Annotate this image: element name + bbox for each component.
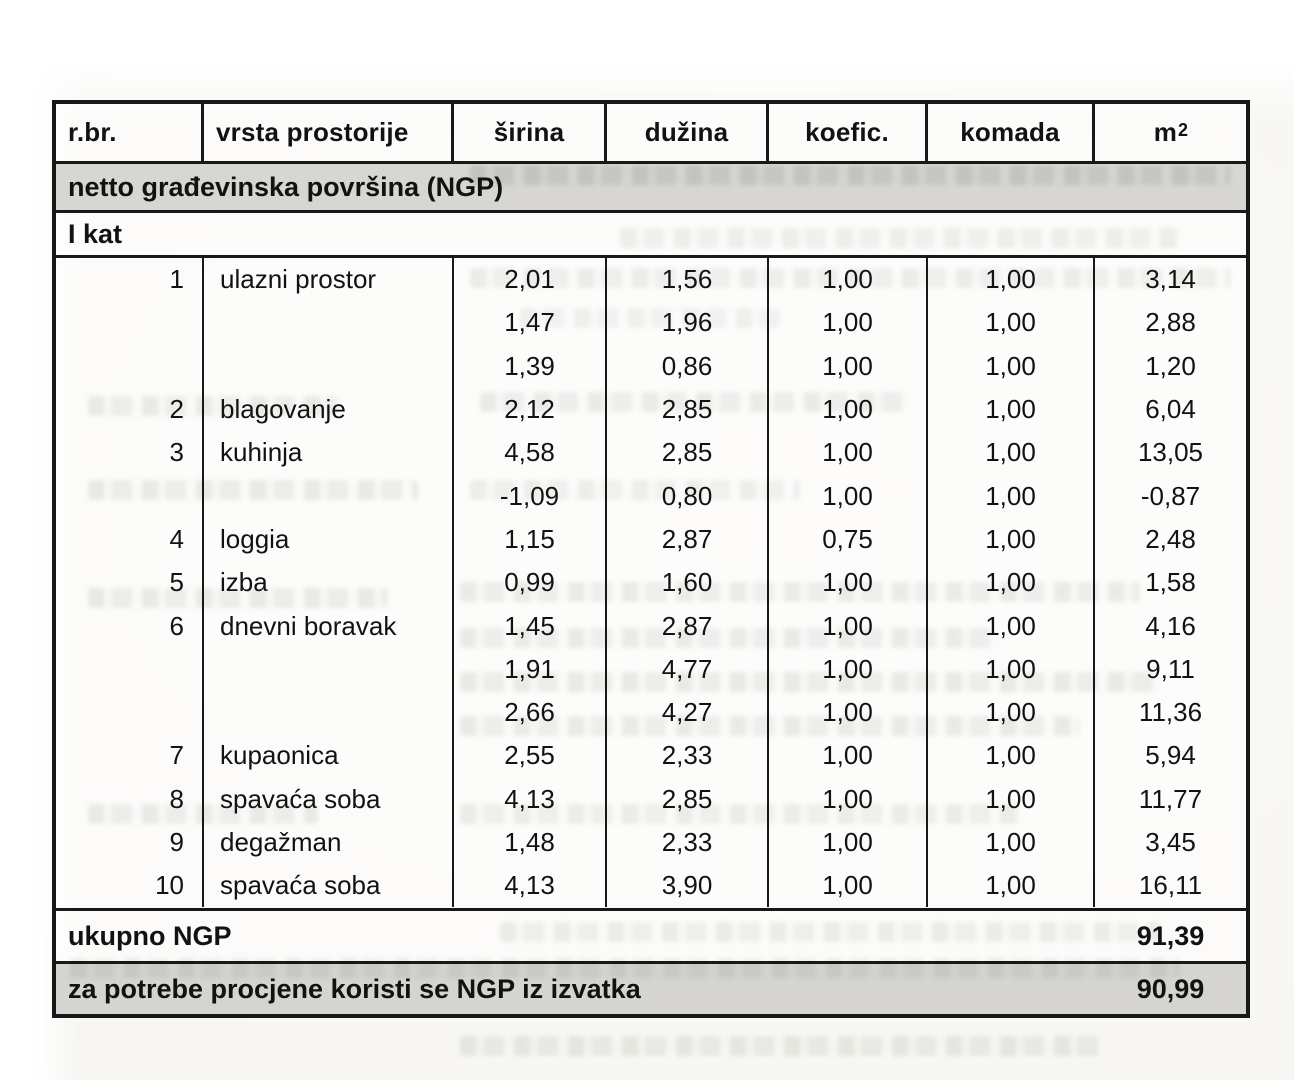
coefficient-cell: 1,00 — [769, 345, 928, 388]
coefficient-cell: 0,75 — [769, 518, 928, 561]
column-header-m2 — [1095, 104, 1246, 161]
row-number-cell — [56, 691, 204, 734]
section-header-floor-label: I kat — [68, 218, 123, 249]
room-name-cell — [204, 301, 454, 344]
coefficient-cell: 1,00 — [769, 301, 928, 344]
length-cell: 0,80 — [607, 474, 769, 517]
length-cell: 4,77 — [607, 648, 769, 691]
coefficient-cell: 1,00 — [769, 821, 928, 864]
coefficient-cell: 1,00 — [769, 388, 928, 431]
count-cell: 1,00 — [928, 258, 1095, 301]
row-number-cell: 7 — [56, 734, 204, 777]
length-cell: 2,33 — [607, 734, 769, 777]
count-cell: 1,00 — [928, 648, 1095, 691]
count-cell: 1,00 — [928, 864, 1095, 907]
coefficient-cell: 1,00 — [769, 561, 928, 604]
count-cell: 1,00 — [928, 388, 1095, 431]
total-row-ngp-izvadak — [56, 964, 1246, 1014]
column-header-vrsta: vrsta prostorije — [204, 104, 454, 161]
area-cell: 2,88 — [1145, 307, 1196, 338]
area-cell: 2,48 — [1145, 523, 1196, 554]
area-cell: 16,11 — [1138, 870, 1203, 901]
count-cell: 1,00 — [928, 778, 1095, 821]
coefficient-cell: 1,00 — [769, 734, 928, 777]
width-cell: 2,01 — [454, 258, 607, 301]
row-number-cell: 2 — [56, 388, 204, 431]
width-cell: 1,91 — [454, 648, 607, 691]
area-cell: 5,94 — [1145, 740, 1196, 771]
column-header-koefic: koefic. — [769, 104, 928, 161]
count-cell: 1,00 — [928, 518, 1095, 561]
row-number-cell: 5 — [56, 561, 204, 604]
width-cell: 1,15 — [454, 518, 607, 561]
column-header-komada: komada — [928, 104, 1095, 161]
room-name-cell: spavaća soba — [204, 864, 454, 907]
count-cell: 1,00 — [928, 821, 1095, 864]
area-cell: -0,87 — [1140, 480, 1201, 511]
length-cell: 1,56 — [607, 258, 769, 301]
total-label: za potrebe procjene koristi se NGP iz izvatka — [68, 973, 641, 1004]
row-number-cell: 1 — [56, 258, 204, 301]
length-cell: 4,27 — [607, 691, 769, 734]
room-name-cell — [204, 648, 454, 691]
area-cell: 6,04 — [1145, 394, 1196, 425]
area-cell: 11,77 — [1138, 783, 1203, 814]
length-cell: 2,87 — [607, 604, 769, 647]
length-cell: 1,96 — [607, 301, 769, 344]
count-cell: 1,00 — [928, 561, 1095, 604]
room-name-cell: kuhinja — [204, 431, 454, 474]
column-header-rbr: r.br. — [56, 104, 204, 161]
area-cell: 9,11 — [1146, 653, 1195, 684]
length-cell: 2,85 — [607, 388, 769, 431]
width-cell: 1,39 — [454, 345, 607, 388]
length-cell: 0,86 — [607, 345, 769, 388]
bleed-through-artifact — [460, 1036, 1100, 1056]
area-cell: 3,45 — [1145, 827, 1196, 857]
length-cell: 1,60 — [607, 561, 769, 604]
count-cell: 1,00 — [928, 734, 1095, 777]
row-number-cell: 6 — [56, 604, 204, 647]
row-number-cell — [56, 474, 204, 517]
length-cell: 2,33 — [607, 821, 769, 864]
row-number-cell — [56, 345, 204, 388]
length-cell: 2,85 — [607, 778, 769, 821]
area-cell: 13,05 — [1137, 437, 1204, 468]
coefficient-cell: 1,00 — [769, 778, 928, 821]
count-cell: 1,00 — [928, 604, 1095, 647]
room-name-cell: izba — [204, 561, 454, 604]
row-number-cell — [56, 301, 204, 344]
count-cell: 1,00 — [928, 431, 1095, 474]
width-cell: -1,09 — [454, 474, 607, 517]
width-cell: 4,58 — [454, 431, 607, 474]
room-name-cell: ulazni prostor — [204, 258, 454, 301]
coefficient-cell: 1,00 — [769, 604, 928, 647]
count-cell: 1,00 — [928, 345, 1095, 388]
area-cell: 1,20 — [1145, 350, 1196, 381]
room-name-cell: blagovanje — [204, 388, 454, 431]
m2-superscript: 2 — [1178, 120, 1189, 140]
row-number-cell: 4 — [56, 518, 204, 561]
column-header-duzina: dužina — [607, 104, 769, 161]
room-name-cell: dnevni boravak — [204, 604, 454, 647]
total-value: 90,99 — [1136, 973, 1205, 1004]
row-number-cell: 10 — [56, 864, 204, 907]
m2-base: m — [1153, 117, 1178, 147]
room-name-cell: loggia — [204, 518, 454, 561]
total-label: ukupno NGP — [68, 920, 232, 951]
table-body — [56, 258, 1246, 911]
coefficient-cell: 1,00 — [769, 258, 928, 301]
count-cell: 1,00 — [928, 474, 1095, 517]
coefficient-cell: 1,00 — [769, 864, 928, 907]
table-header-row — [56, 104, 1246, 164]
area-cell: 4,16 — [1145, 610, 1196, 641]
width-cell: 2,66 — [454, 691, 607, 734]
row-number-cell: 8 — [56, 778, 204, 821]
coefficient-cell: 1,00 — [769, 648, 928, 691]
row-number-cell: 3 — [56, 431, 204, 474]
room-name-cell — [204, 691, 454, 734]
coefficient-cell: 1,00 — [769, 691, 928, 734]
width-cell: 0,99 — [454, 561, 607, 604]
area-cell: 3,14 — [1145, 264, 1196, 295]
length-cell: 3,90 — [607, 864, 769, 907]
room-name-cell: kupaonica — [204, 734, 454, 777]
width-cell: 1,47 — [454, 301, 607, 344]
coefficient-cell: 1,00 — [769, 431, 928, 474]
section-header-ngp-label: netto građevinska površina (NGP) — [68, 171, 504, 202]
count-cell: 1,00 — [928, 301, 1095, 344]
room-name-cell — [204, 474, 454, 517]
room-name-cell — [204, 345, 454, 388]
length-cell: 2,87 — [607, 518, 769, 561]
room-name-cell: spavaća soba — [204, 778, 454, 821]
total-row-ukupno-ngp — [56, 911, 1246, 964]
area-calculation-table — [52, 100, 1250, 1018]
area-cell: 11,36 — [1138, 697, 1203, 728]
width-cell: 4,13 — [454, 778, 607, 821]
width-cell: 2,12 — [454, 388, 607, 431]
total-value: 91,39 — [1136, 920, 1205, 951]
width-cell: 2,55 — [454, 734, 607, 777]
section-header-ngp — [56, 164, 1246, 213]
row-number-cell — [56, 648, 204, 691]
width-cell: 4,13 — [454, 864, 607, 907]
width-cell: 1,45 — [454, 604, 607, 647]
count-cell: 1,00 — [928, 691, 1095, 734]
row-number-cell: 9 — [56, 821, 204, 864]
room-name-cell: degažman — [204, 821, 454, 864]
width-cell: 1,48 — [454, 821, 607, 864]
length-cell: 2,85 — [607, 431, 769, 474]
area-cell: 1,58 — [1145, 567, 1196, 598]
coefficient-cell: 1,00 — [769, 474, 928, 517]
section-header-floor — [56, 213, 1246, 258]
column-header-sirina: širina — [454, 104, 607, 161]
